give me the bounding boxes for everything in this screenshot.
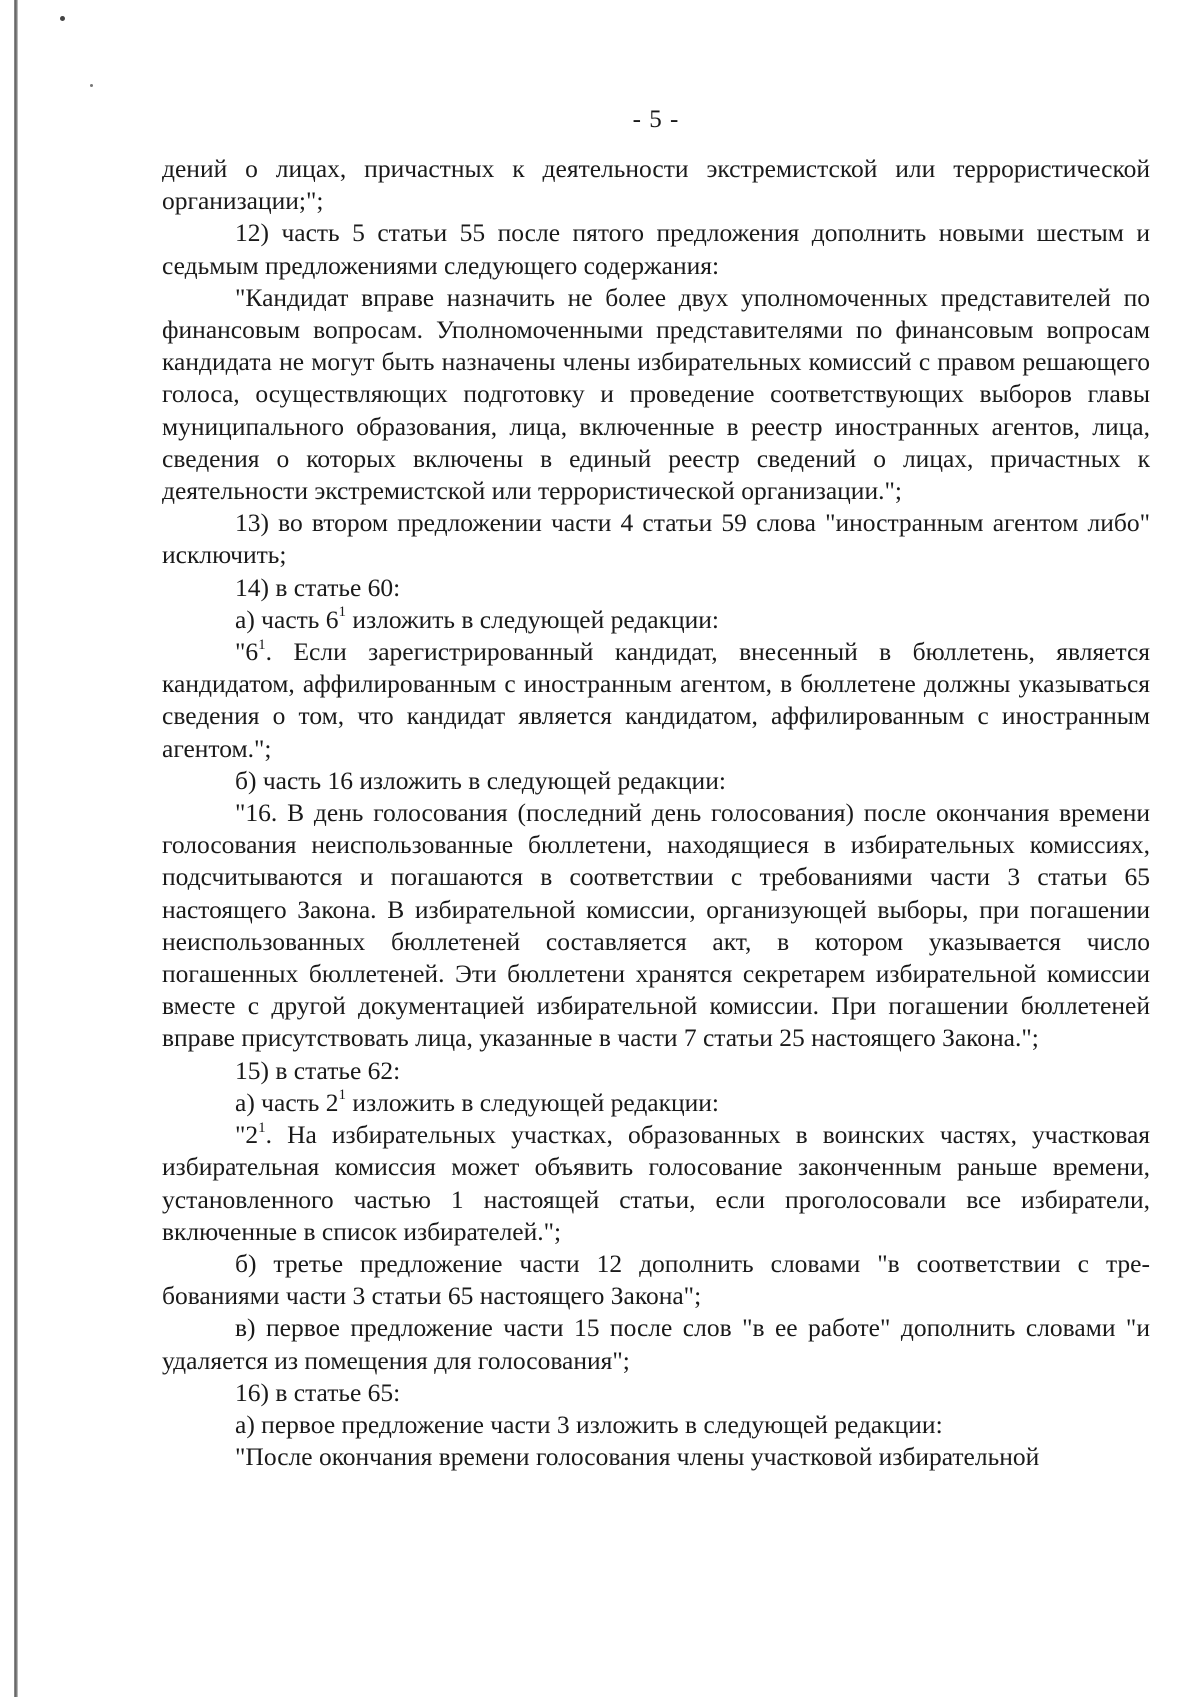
- paragraph: 16) в статье 65:: [235, 1377, 401, 1407]
- paragraph: [162, 1087, 1150, 1119]
- scan-speck: [90, 84, 93, 87]
- text-run: изложить в следующей редакции:: [346, 604, 720, 634]
- text-run: "2: [235, 1120, 259, 1150]
- paragraph: дений о лицах, причастных к деятельности экстремистской или террористической организации;";: [162, 154, 1150, 216]
- document-body: [162, 153, 1150, 1473]
- paragraph: в) первое предложение части 15 после слов "в ее работе" дополнить словами "и удаляется из помещения для голосования";: [162, 1313, 1150, 1375]
- text-run: . На избирательных участках, образованных в воинских частях, участковая избирательная комиссия может объявить голосование законченным раньше времени, установленного частью 1 настоящей статьи, если проголосовали все избиратели, включенные в список избирателей.";: [162, 1120, 1150, 1246]
- page-number: - 5 -: [632, 106, 680, 133]
- text-run: изложить в следующей редакции:: [346, 1087, 720, 1117]
- text-run: а) часть 2: [235, 1087, 339, 1117]
- superscript: 1: [338, 1087, 347, 1104]
- paragraph: "После окончания времени голосования члены участковой избирательной: [235, 1442, 1040, 1472]
- paragraph: "Кандидат вправе назначить не более двух уполномоченных представителей по финансовым вопросам. Уполномоченными представителями по финансовым вопросам кандидата не могут быть назначены члены избирательных комиссий с правом решающего голоса, осуществляющих подготовку и проведение соответствующих выборов главы муниципального образования, лица, включенные в реестр иностранных агентов, лица, сведения о которых включены в единый реестр сведений о лицах, причастных к деятельности экстремистской или террористической организации.";: [162, 282, 1150, 506]
- superscript: 1: [258, 1119, 266, 1136]
- scan-left-edge: [14, 0, 18, 1697]
- superscript: 1: [338, 604, 347, 621]
- scan-speck: [60, 16, 65, 21]
- paragraph: 14) в статье 60:: [235, 572, 401, 602]
- paragraph: 15) в статье 62:: [235, 1055, 401, 1085]
- paragraph: 12) часть 5 статьи 55 после пятого предложения дополнить новыми шестым и седьмым предложениями следующего содержания:: [162, 218, 1150, 280]
- paragraph: 13) во втором предложении части 4 статьи 59 слова "иностранным агентом либо" исключить;: [162, 508, 1150, 570]
- paragraph: б) часть 16 изложить в следующей редакции:: [235, 765, 726, 795]
- paragraph: б) третье предложение части 12 дополнить словами "в соответствии с требованиями части 3 статьи 65 настоящего Закона";: [162, 1248, 1150, 1311]
- paragraph: "16. В день голосования (последний день голосования) после окончания времени голосования неиспользованные бюллетени, находящиеся в избирательных комиссиях, подсчитываются и погашаются в соответствии с требованиями части 3 статьи 65 настоящего Закона. В избирательной комиссии, организующей выборы, при погашении неиспользованных бюллетеней составляется акт, в котором указывается число погашенных бюллетеней. Эти бюллетени хранятся секретарем избирательной комиссии вместе с другой документацией избирательной комиссии. При погашении бюллетеней вправе присутствовать лица, указанные в части 7 статьи 25 настоящего Закона.";: [162, 798, 1150, 1053]
- text-run: а) часть 6: [235, 604, 339, 634]
- superscript: 1: [258, 636, 266, 653]
- paragraph: [162, 604, 1150, 636]
- paragraph: [162, 636, 1150, 765]
- text-run: . Если зарегистрированный кандидат, внесенный в бюллетень, является кандидатом, аффилированным с иностранным агентом, в бюллетене должны указываться сведения о том, что кандидат является кандидатом, аффилированным с иностранным агентом.";: [162, 637, 1150, 763]
- text-run: "6: [235, 637, 259, 667]
- paragraph: а) первое предложение части 3 изложить в следующей редакции:: [235, 1409, 943, 1439]
- paragraph: [162, 1119, 1150, 1248]
